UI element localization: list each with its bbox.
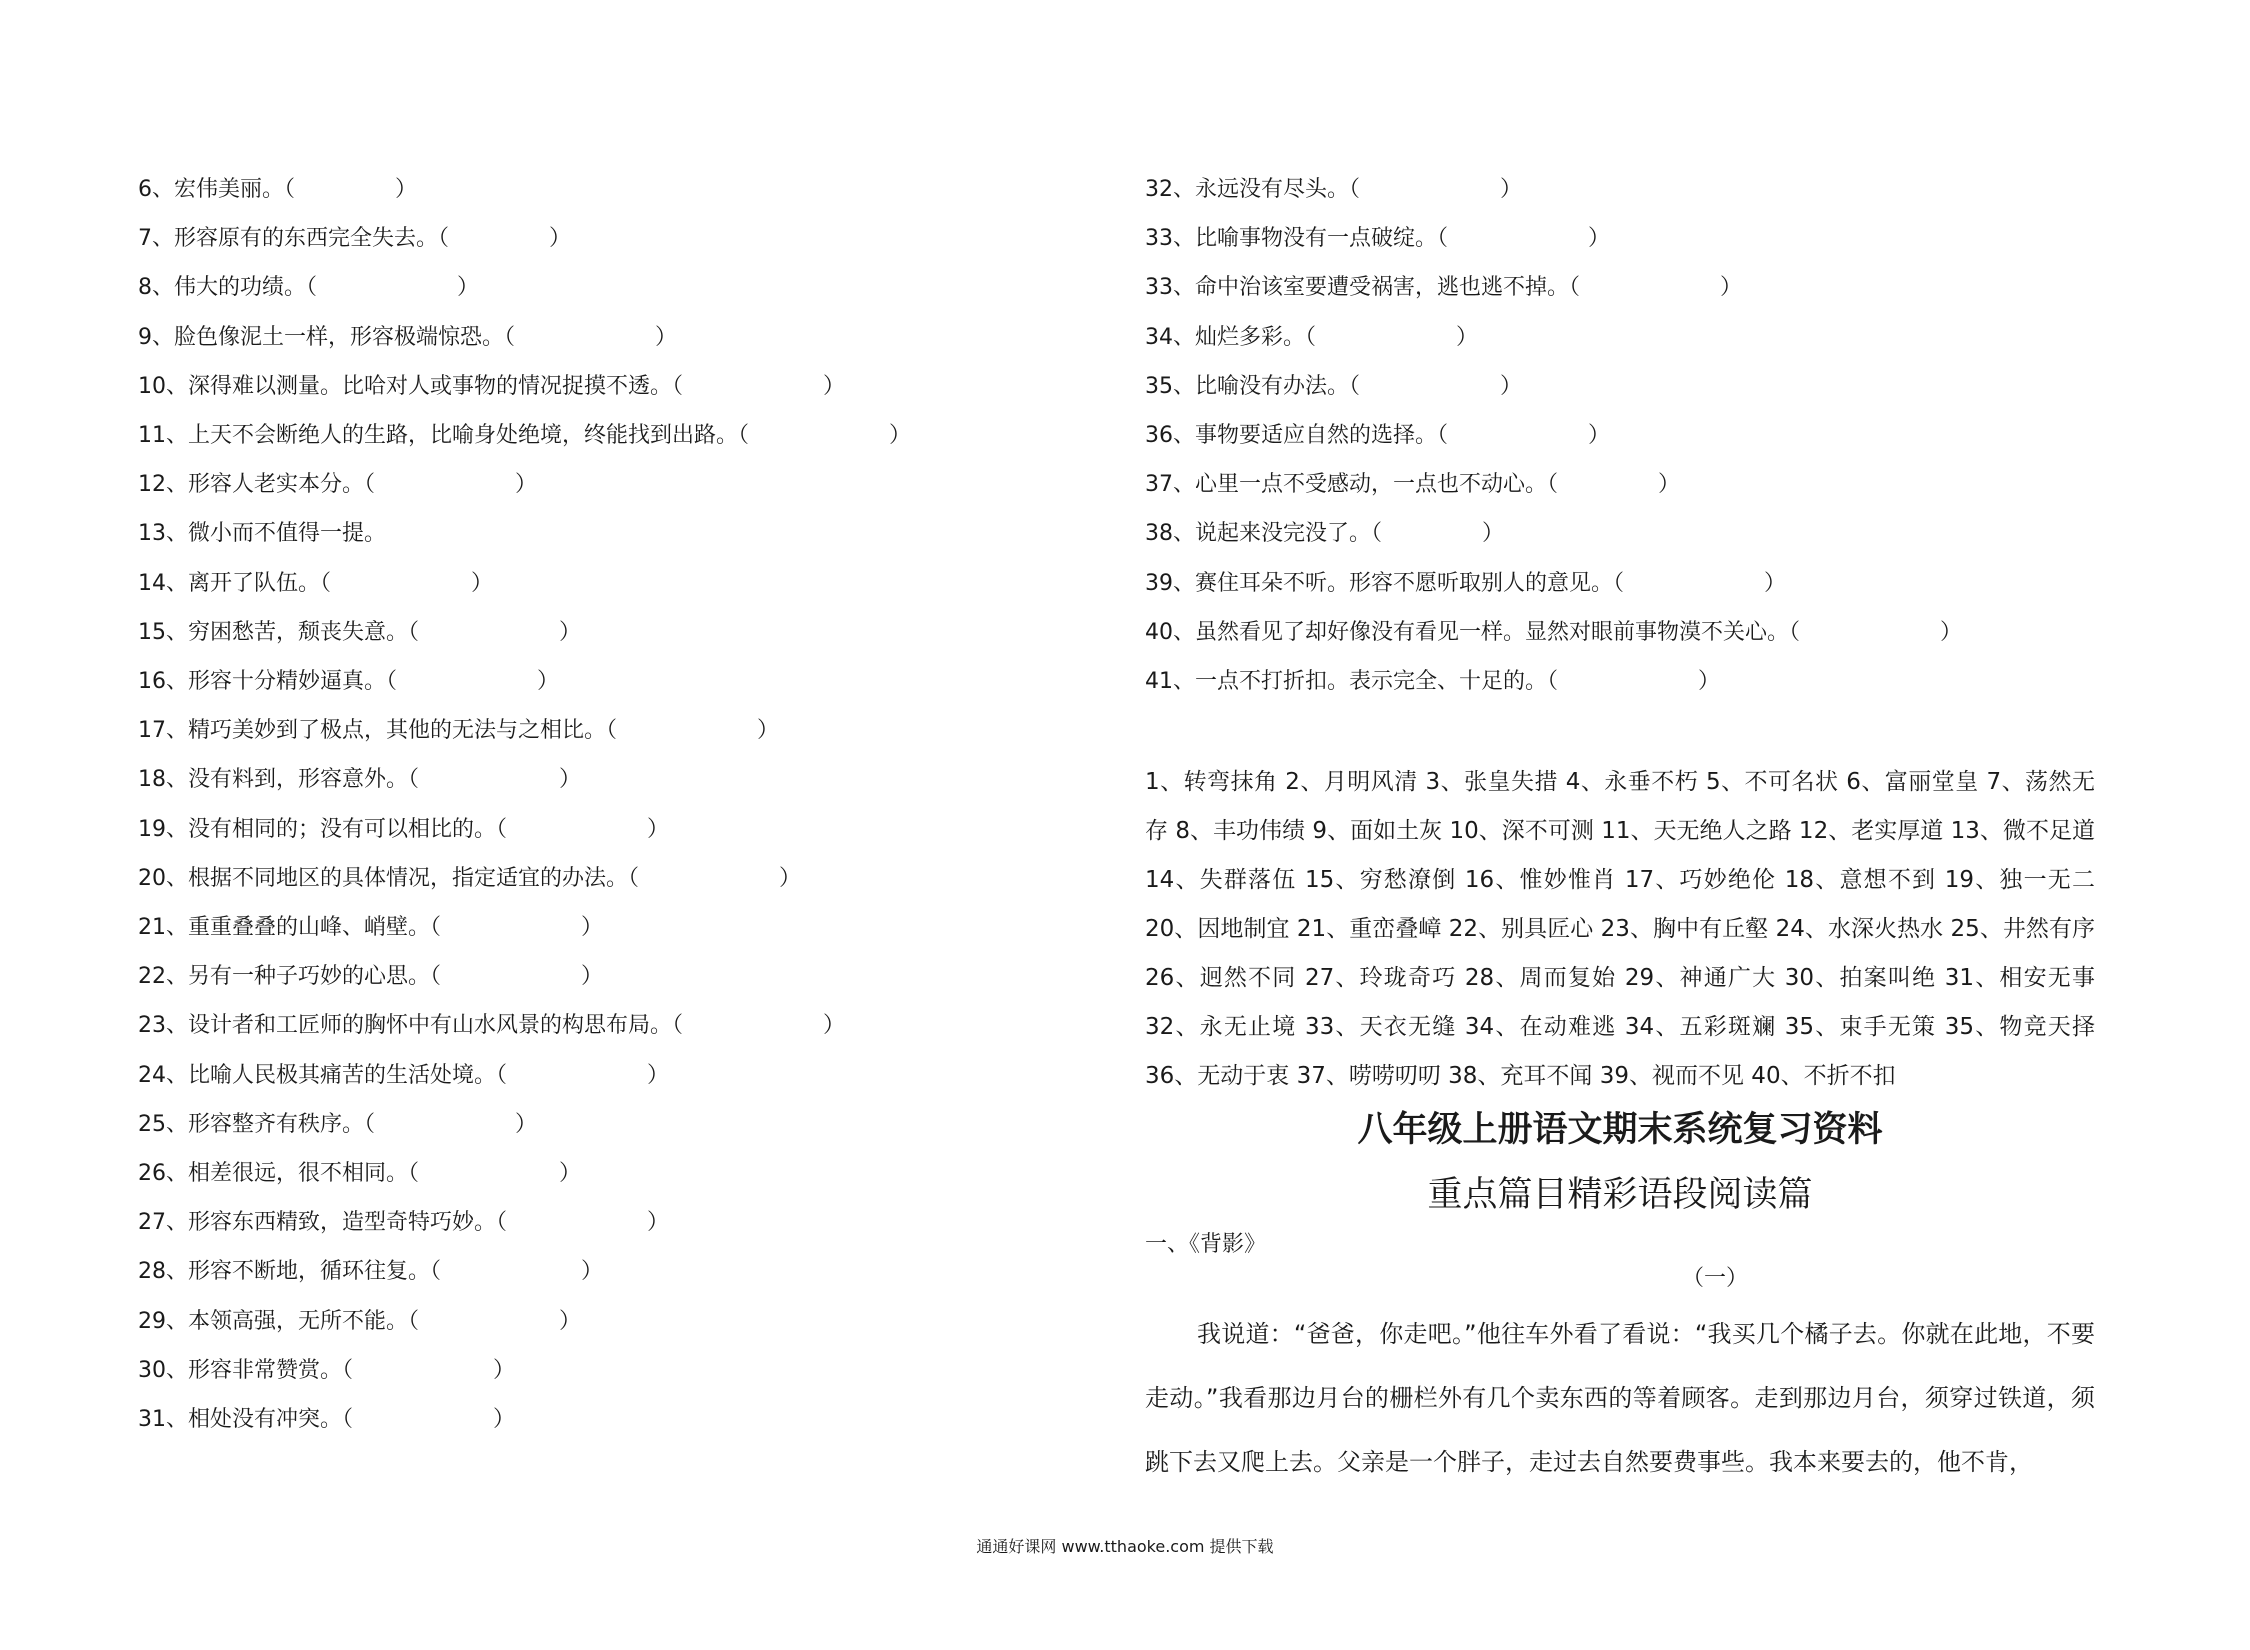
question-text: 17、精巧美妙到了极点，其他的无法与之相比。（	[138, 718, 617, 744]
question-text: 28、形容不断地，循环往复。（	[138, 1259, 441, 1285]
closing-bracket: ）	[515, 472, 538, 498]
question-item	[138, 470, 537, 500]
question-item	[138, 1257, 603, 1287]
question-item	[1145, 519, 1504, 549]
question-text: 21、重重叠叠的山峰、峭壁。（	[138, 915, 441, 940]
question-item	[138, 1208, 669, 1238]
question-text: 39、赛住耳朵不听。形容不愿听取别人的意见。（	[1145, 570, 1624, 596]
closing-bracket: ）	[1588, 423, 1611, 448]
question-item	[138, 519, 386, 549]
closing-bracket: ）	[1588, 226, 1611, 252]
question-text: 7、形容原有的东西完全失去。（	[138, 226, 449, 252]
question-text: 33、命中治该室要遭受祸害，逃也逃不掉。（	[1145, 275, 1580, 301]
question-item	[138, 765, 581, 795]
question-text: 35、比喻没有办法。（	[1145, 373, 1360, 399]
closing-bracket: ）	[1720, 275, 1743, 301]
closing-bracket: ）	[549, 226, 572, 252]
question-item	[138, 569, 493, 599]
question-item	[1145, 175, 1522, 205]
closing-bracket: ）	[647, 816, 670, 842]
question-text: 25、形容整齐有秩序。（	[138, 1111, 375, 1137]
question-item	[138, 1307, 581, 1337]
question-text: 8、伟大的功绩。（	[138, 275, 317, 301]
question-item	[138, 667, 559, 697]
closing-bracket: ）	[1482, 521, 1505, 547]
question-item	[138, 1011, 845, 1041]
question-text: 36、事物要适应自然的选择。（	[1145, 423, 1448, 448]
closing-bracket: ）	[395, 177, 418, 202]
question-text: 6、宏伟美丽。（	[138, 177, 295, 202]
question-item	[1145, 224, 1610, 254]
question-text: 30、形容非常赞赏。（	[138, 1357, 353, 1383]
sub-title: 重点篇目精彩语段阅读篇	[1427, 1175, 1813, 1215]
closing-bracket: ）	[471, 570, 494, 596]
question-item	[138, 716, 779, 746]
question-text: 37、心里一点不受感动，一点也不动心。（	[1145, 472, 1558, 498]
question-item	[138, 864, 801, 894]
section-title: 一、《背影》	[1145, 1232, 1267, 1257]
closing-bracket: ）	[493, 1407, 516, 1432]
question-item	[138, 962, 603, 992]
question-text: 33、比喻事物没有一点破绽。（	[1145, 226, 1448, 252]
closing-bracket: ）	[537, 669, 560, 694]
question-text: 41、一点不打折扣。表示完全、十足的。（	[1145, 669, 1558, 694]
question-item	[1145, 618, 1962, 648]
closing-bracket: ）	[581, 964, 604, 990]
question-item	[1145, 667, 1720, 697]
question-item	[138, 1159, 581, 1189]
closing-bracket: ）	[647, 1210, 670, 1236]
closing-bracket: ）	[493, 1357, 516, 1383]
closing-bracket: ）	[1500, 177, 1523, 202]
question-item	[138, 273, 479, 303]
question-text: 19、没有相同的；没有可以相比的。（	[138, 816, 507, 842]
question-item	[138, 618, 581, 648]
question-text: 16、形容十分精妙逼真。（	[138, 669, 397, 694]
question-text: 11、上天不会断绝人的生路，比喻身处绝境，终能找到出路。（	[138, 423, 749, 448]
closing-bracket: ）	[559, 1161, 582, 1186]
question-text: 38、说起来没完没了。（	[1145, 521, 1382, 547]
closing-bracket: ）	[581, 1259, 604, 1285]
question-item	[138, 1061, 669, 1091]
question-text: 27、形容东西精致，造型奇特巧妙。（	[138, 1210, 507, 1236]
question-text: 23、设计者和工匠师的胸怀中有山水风景的构思布局。（	[138, 1013, 683, 1039]
question-item	[138, 421, 911, 451]
question-item	[138, 323, 677, 353]
closing-bracket: ）	[655, 324, 678, 350]
question-text: 12、形容人老实本分。（	[138, 472, 375, 498]
main-title: 八年级上册语文期末系统复习资料	[1357, 1110, 1883, 1150]
question-item	[138, 372, 845, 402]
closing-bracket: ）	[889, 423, 912, 448]
question-item	[138, 913, 603, 943]
closing-bracket: ）	[581, 915, 604, 940]
question-text: 20、根据不同地区的具体情况，指定适宜的办法。（	[138, 865, 639, 891]
question-text: 40、虽然看见了却好像没有看见一样。显然对眼前事物漠不关心。（	[1145, 619, 1800, 645]
question-item	[1145, 323, 1478, 353]
question-item	[138, 1405, 515, 1435]
closing-bracket: ）	[457, 275, 480, 301]
closing-bracket: ）	[647, 1062, 670, 1088]
closing-bracket: ）	[559, 619, 582, 645]
question-text: 29、本领高强，无所不能。（	[138, 1308, 419, 1334]
question-item	[138, 1356, 515, 1386]
question-text: 13、微小而不值得一提。	[138, 521, 386, 547]
closing-bracket: ）	[1456, 324, 1479, 350]
closing-bracket: ）	[1764, 570, 1787, 596]
question-item	[1145, 569, 1786, 599]
closing-bracket: ）	[515, 1111, 538, 1137]
question-text: 31、相处没有冲突。（	[138, 1407, 353, 1432]
passage-text: 我说道：“爸爸，你走吧。”他往车外看了看说：“我买几个橘子去。你就在此地，不要走动。”我看那边月台的栅栏外有几个卖东西的等着顾客。走到那边月台，须穿过铁道，须跳下去又爬上去。父亲是一个胖子，走过去自然要费事些。我本来要去的，他不肯，	[1145, 1320, 2095, 1476]
part-label: （一）	[1681, 1266, 1748, 1291]
closing-bracket: ）	[559, 767, 582, 793]
closing-bracket: ）	[559, 1308, 582, 1334]
question-text: 10、深得难以测量。比哈对人或事物的情况捉摸不透。（	[138, 373, 683, 399]
question-text: 26、相差很远，很不相同。（	[138, 1161, 419, 1186]
closing-bracket: ）	[757, 718, 780, 744]
question-text: 15、穷困愁苦，颓丧失意。（	[138, 619, 419, 645]
question-text: 9、脸色像泥土一样，形容极端惊恐。（	[138, 324, 515, 350]
question-text: 24、比喻人民极其痛苦的生活处境。（	[138, 1062, 507, 1088]
closing-bracket: ）	[1658, 472, 1681, 498]
question-item	[138, 1110, 537, 1140]
answer-key: 1、转弯抹角 2、月明风清 3、张皇失措 4、永垂不朽 5、不可名状 6、富丽堂皇 7、荡然无存 8、丰功伟绩 9、面如土灰 10、深不可测 11、天无绝人之路 12、老实厚道 13、微不足道 14、失群落伍 15、穷愁潦倒 16、惟妙惟肖 17、巧妙绝伦 18、意想不到 19、独一无二 20、因地制宜 21、重峦叠嶂 22、别具匠心 23、胸中有丘壑 24、水深火热水 25、井然有序 26、迥然不同 27、玲珑奇巧 28、周而复始 29、神通广大 30、拍案叫绝 31、相安无事 32、永无止境 33、天衣无缝 34、在动难逃 34、五彩斑斓 35、束手无策 35、物竞天择 36、无动于衷 37、唠唠叨叨 38、充耳不闻 39、视而不见 40、不折不扣	[1145, 769, 2095, 1089]
question-text: 14、离开了队伍。（	[138, 570, 331, 596]
closing-bracket: ）	[779, 865, 802, 891]
footer-credit: 通通好课网 www.tthaoke.com 提供下载	[976, 1537, 1274, 1556]
question-text: 34、灿烂多彩。（	[1145, 324, 1316, 350]
closing-bracket: ）	[1698, 669, 1721, 694]
question-text: 32、永远没有尽头。（	[1145, 177, 1360, 202]
closing-bracket: ）	[823, 1013, 846, 1039]
question-item	[138, 175, 417, 205]
question-text: 18、没有料到，形容意外。（	[138, 767, 419, 793]
closing-bracket: ）	[1500, 373, 1523, 399]
closing-bracket: ）	[823, 373, 846, 399]
question-item	[1145, 372, 1522, 402]
question-item	[138, 224, 571, 254]
question-item	[1145, 470, 1680, 500]
question-item	[1145, 273, 1742, 303]
closing-bracket: ）	[1940, 619, 1963, 645]
question-text: 22、另有一种子巧妙的心思。（	[138, 964, 441, 990]
question-item	[138, 815, 669, 845]
question-item	[1145, 421, 1610, 451]
